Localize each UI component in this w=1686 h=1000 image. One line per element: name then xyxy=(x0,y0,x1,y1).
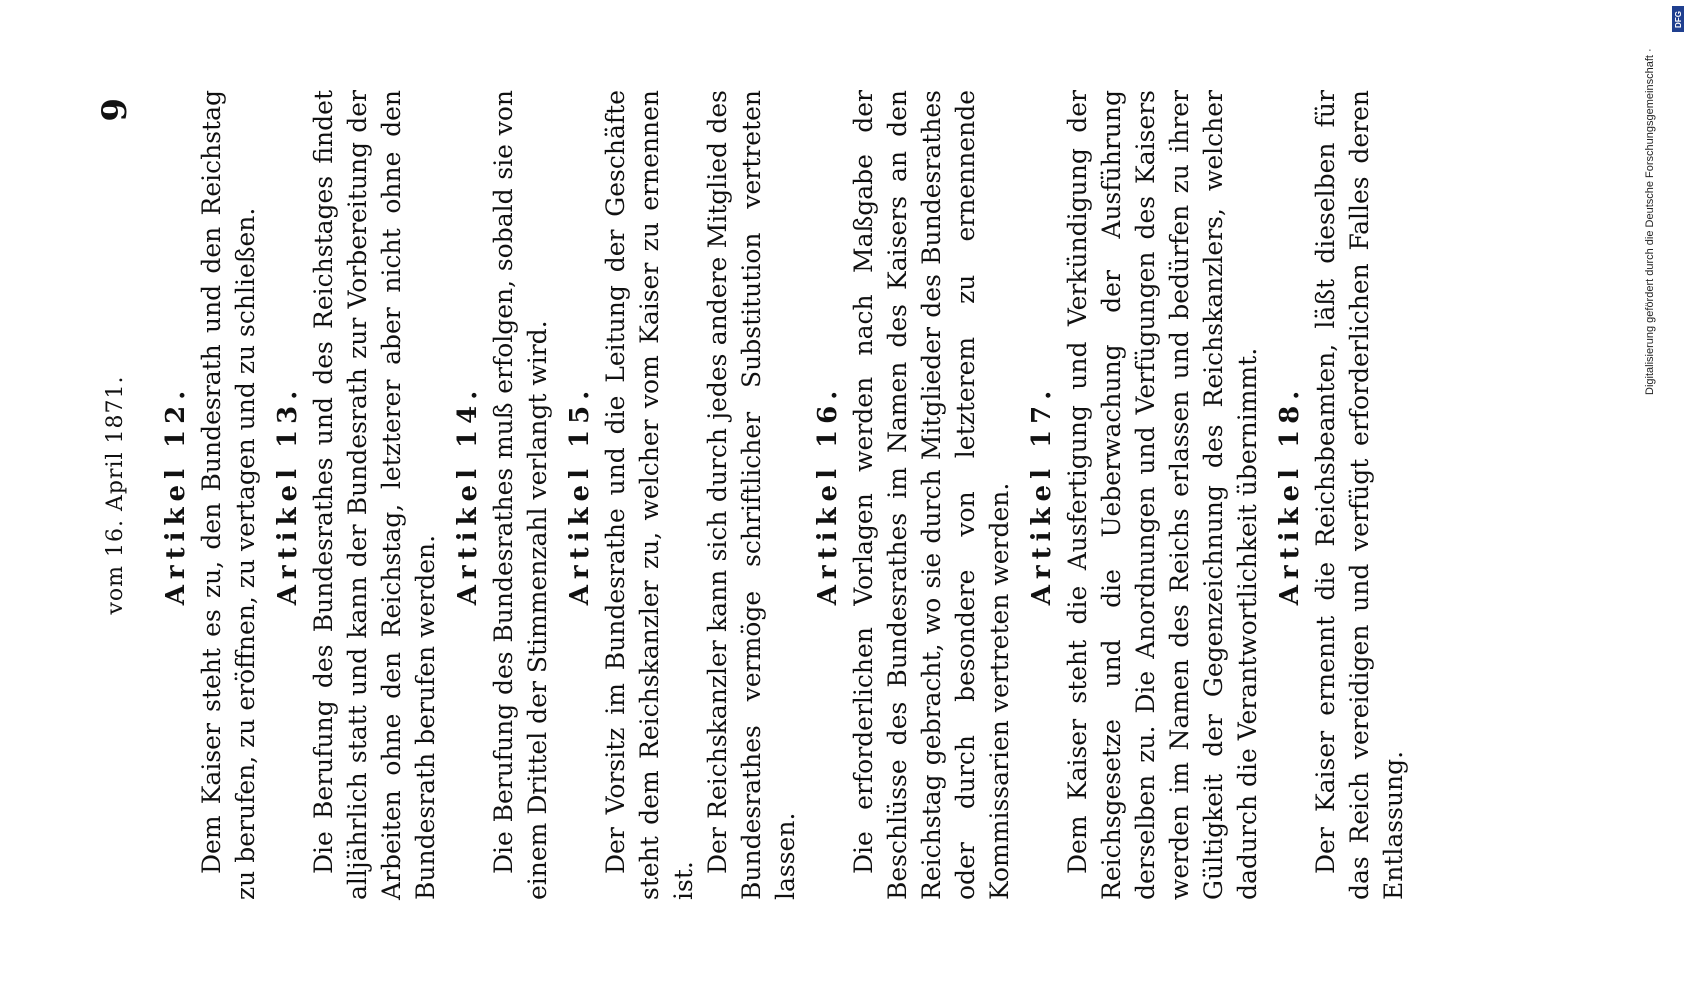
page-header xyxy=(95,90,151,900)
article-paragraph: Dem Kaiser steht es zu, den Bundesrath und den Reichstag zu berufen, zu eröffnen, zu vertagen und zu schließen. xyxy=(197,90,260,900)
article-paragraph: Dem Kaiser steht die Ausfertigung und Verkündigung der Reichsgesetze und die Ueberwachung der Ausführung derselben zu. Die Anordnungen und Verfügungen des Kaisers werden im Namen des Reichs erlassen und bedürfen zu ihrer Gültigkeit der Gegenzeichnung des Reichskanzlers, welcher dadurch die Verantwortlichkeit übernimmt. xyxy=(1063,90,1262,900)
article-13 xyxy=(273,90,443,900)
article-paragraph: Der Kaiser ernennt die Reichsbeamten, läßt dieselben für das Reich vereidigen und verfügt erforderlichen Falles deren Entlassung. xyxy=(1311,90,1408,900)
article-heading: Artikel 12. xyxy=(161,384,191,606)
article-heading: Artikel 18. xyxy=(1275,384,1305,606)
article-heading: Artikel 17. xyxy=(1027,384,1057,606)
rotated-text-body xyxy=(95,90,1545,900)
article-18 xyxy=(1275,90,1411,900)
article-heading: Artikel 13. xyxy=(273,384,303,606)
article-15 xyxy=(565,90,803,900)
page-number: 9 xyxy=(95,98,135,122)
article-heading: Artikel 14. xyxy=(453,384,483,606)
article-14 xyxy=(453,90,555,900)
dfg-logo-text: DFG xyxy=(1673,10,1683,28)
article-16 xyxy=(813,90,1017,900)
article-paragraph: Die erforderlichen Vorlagen werden nach Maßgabe der Beschlüsse des Bundesrathes im Namen des Kaisers an den Reichstag gebracht, wo sie durch Mitglieder des Bundesrathes oder durch besondere von letzterem zu ernennende Kommissarien vertreten werden. xyxy=(849,90,1014,900)
running-head: vom 16. April 1871. xyxy=(103,375,128,615)
dfg-logo xyxy=(1672,6,1684,32)
article-paragraph: Die Berufung des Bundesrathes muß erfolgen, sobald sie von einem Drittel der Stimmenzahl verlangt wird. xyxy=(489,90,552,900)
article-paragraph: Der Reichskanzler kann sich durch jedes andere Mitglied des Bundesrathes vermöge schriftlicher Substitution vertreten lassen. xyxy=(703,90,800,900)
digitization-note: Digitalisierung gefördert durch die Deutsche Forschungsgemeinschaft · xyxy=(1644,48,1656,395)
article-12 xyxy=(161,90,263,900)
article-17 xyxy=(1027,90,1265,900)
article-heading: Artikel 15. xyxy=(565,384,595,606)
article-paragraph: Der Vorsitz im Bundesrathe und die Leitung der Geschäfte steht dem Reichskanzler zu, welcher vom Kaiser zu ernennen ist. xyxy=(601,90,698,900)
article-heading: Artikel 16. xyxy=(813,384,843,606)
article-paragraph: Die Berufung des Bundesrathes und des Reichstages findet alljährlich statt und kann der Bundesrath zur Vorbereitung der Arbeiten ohne den Reichstag, letzterer aber nicht ohne den Bundesrath berufen werden. xyxy=(309,90,440,900)
